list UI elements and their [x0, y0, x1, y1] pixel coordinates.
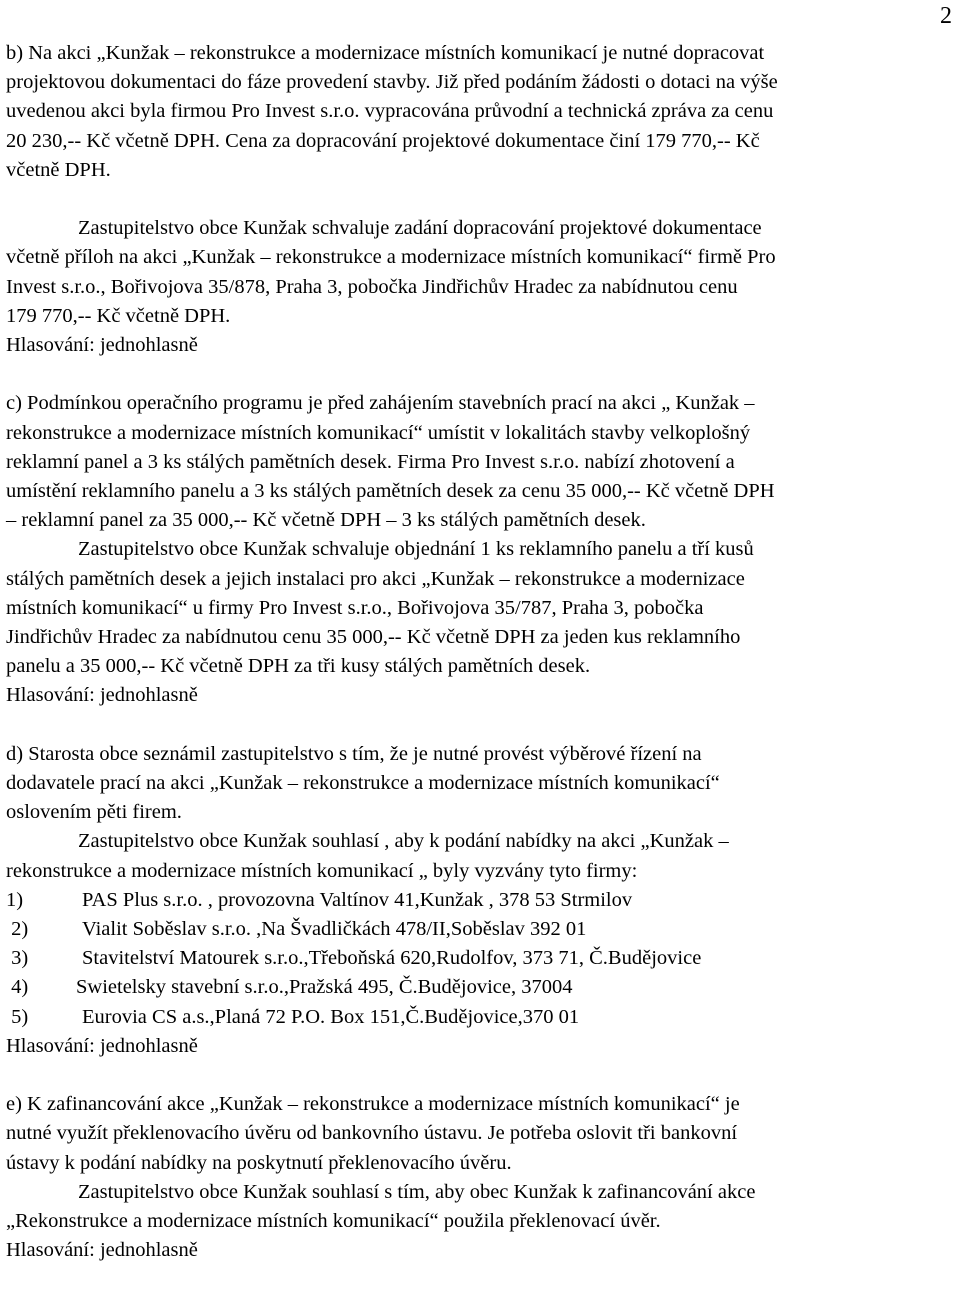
list-number: 1) — [6, 888, 24, 911]
paragraph-line: ústavy k podání nabídky na poskytnutí překlenovacího úvěru. — [6, 1151, 512, 1174]
list-text: Eurovia CS a.s.,Planá 72 P.O. Box 151,Č.Budějovice,370 01 — [82, 1005, 580, 1028]
paragraph-line: uvedenou akci byla firmou Pro Invest s.r.o. vypracována průvodní a technická zpráva za cenu — [6, 100, 774, 123]
vote-result: Hlasování: jednohlasně — [6, 334, 198, 357]
paragraph-line: nutné využít překlenovacího úvěru od bankovního ústavu. Je potřeba oslovit tři bankovní — [6, 1122, 738, 1145]
resolution-line: panelu a 35 000,-- Kč včetně DPH za tři kusy stálých pamětních desek. — [6, 655, 591, 678]
resolution-line: stálých pamětních desek a jejich instalaci pro akci „Kunžak – rekonstrukce a modernizace — [6, 567, 745, 590]
resolution-line: Zastupitelstvo obce Kunžak souhlasí s tím, aby obec Kunžak k zafinancování akce — [78, 1180, 756, 1203]
list-text: PAS Plus s.r.o. , provozovna Valtínov 41,Kunžak , 378 53 Strmilov — [82, 888, 633, 911]
paragraph-line: c) Podmínkou operačního programu je před zahájením stavebních prací na akci „ Kunžak – — [6, 392, 755, 415]
list-item — [6, 886, 956, 915]
list-number: 5) — [6, 1005, 29, 1028]
vote-result: Hlasování: jednohlasně — [6, 1034, 198, 1057]
resolution-line: rekonstrukce a modernizace místních komunikací „ byly vyzvány tyto firmy: — [6, 859, 638, 882]
paragraph-line: projektovou dokumentaci do fáze provedení stavby. Již před podáním žádosti o dotaci na výše — [6, 71, 778, 94]
paragraph-line: včetně DPH. — [6, 158, 111, 181]
list-number: 2) — [6, 918, 29, 941]
vote-result: Hlasování: jednohlasně — [6, 1239, 198, 1262]
paragraph-line: b) Na akci „Kunžak – rekonstrukce a modernizace místních komunikací je nutné dopracovat — [6, 42, 765, 64]
resolution-line: včetně příloh na akci „Kunžak – rekonstrukce a modernizace místních komunikací“ firmě Pro — [6, 246, 776, 269]
list-item — [6, 944, 956, 973]
section-c — [6, 389, 956, 710]
paragraph-line: dodavatele prací na akci „Kunžak – rekonstrukce a modernizace místních komunikací“ — [6, 772, 720, 795]
list-item — [6, 1003, 956, 1032]
list-number: 4) — [6, 976, 29, 999]
resolution-line: Zastupitelstvo obce Kunžak schvaluje zadání dopracování projektové dokumentace — [78, 217, 762, 240]
resolution-line: Invest s.r.o., Bořivojova 35/878, Praha 3, pobočka Jindřichův Hradec za nabídnutou cenu — [6, 275, 738, 298]
list-text: Vialit Soběslav s.r.o. ,Na Švadličkách 478/II,Soběslav 392 01 — [82, 918, 587, 941]
resolution-line: místních komunikací“ u firmy Pro Invest s.r.o., Bořivojova 35/787, Praha 3, pobočka — [6, 596, 704, 619]
paragraph-line: reklamní panel a 3 ks stálých pamětních desek. Firma Pro Invest s.r.o. nabízí zhotovení a — [6, 450, 735, 473]
spacer — [6, 1061, 956, 1090]
list-number: 3) — [6, 947, 29, 970]
resolution-line: Zastupitelstvo obce Kunžak schvaluje objednání 1 ks reklamního panelu a tří kusů — [78, 538, 754, 561]
section-d — [6, 740, 956, 1061]
spacer — [6, 185, 956, 214]
paragraph-line: d) Starosta obce seznámil zastupitelstvo s tím, že je nutné provést výběrové řízení na — [6, 742, 702, 765]
resolution-line: 179 770,-- Kč včetně DPH. — [6, 304, 231, 327]
paragraph-line: – reklamní panel za 35 000,-- Kč včetně DPH – 3 ks stálých pamětních desek. — [6, 509, 646, 532]
paragraph-line: 20 230,-- Kč včetně DPH. Cena za dopracování projektové dokumentace činí 179 770,-- Kč — [6, 129, 760, 152]
paragraph-line: umístění reklamního panelu a 3 ks stálých pamětních desek za cenu 35 000,-- Kč včetně DPH — [6, 480, 775, 503]
list-item — [6, 915, 956, 944]
spacer — [6, 711, 956, 740]
paragraph-line: oslovením pěti firem. — [6, 801, 182, 824]
paragraph-line: e) K zafinancování akce „Kunžak – rekonstrukce a modernizace místních komunikací“ je — [6, 1093, 740, 1116]
resolution-line: „Rekonstrukce a modernizace místních komunikací“ použila překlenovací úvěr. — [6, 1210, 661, 1233]
list-text: Swietelsky stavební s.r.o.,Pražská 495, Č.Budějovice, 37004 — [76, 976, 573, 999]
list-item — [6, 973, 956, 1002]
document-body — [6, 39, 956, 1265]
page-number: 2 — [940, 3, 952, 29]
section-e — [6, 1090, 956, 1265]
list-text: Stavitelství Matourek s.r.o.,Třeboňská 620,Rudolfov, 373 71, Č.Budějovice — [82, 947, 702, 970]
resolution-line: Zastupitelstvo obce Kunžak souhlasí , aby k podání nabídky na akci „Kunžak – — [78, 830, 729, 853]
resolution-line: Jindřichův Hradec za nabídnutou cenu 35 000,-- Kč včetně DPH za jeden kus reklamního — [6, 626, 741, 649]
section-b — [6, 39, 956, 360]
paragraph-line: rekonstrukce a modernizace místních komunikací“ umístit v lokalitách stavby velkoplošný — [6, 421, 751, 444]
vote-result: Hlasování: jednohlasně — [6, 684, 198, 707]
spacer — [6, 360, 956, 389]
